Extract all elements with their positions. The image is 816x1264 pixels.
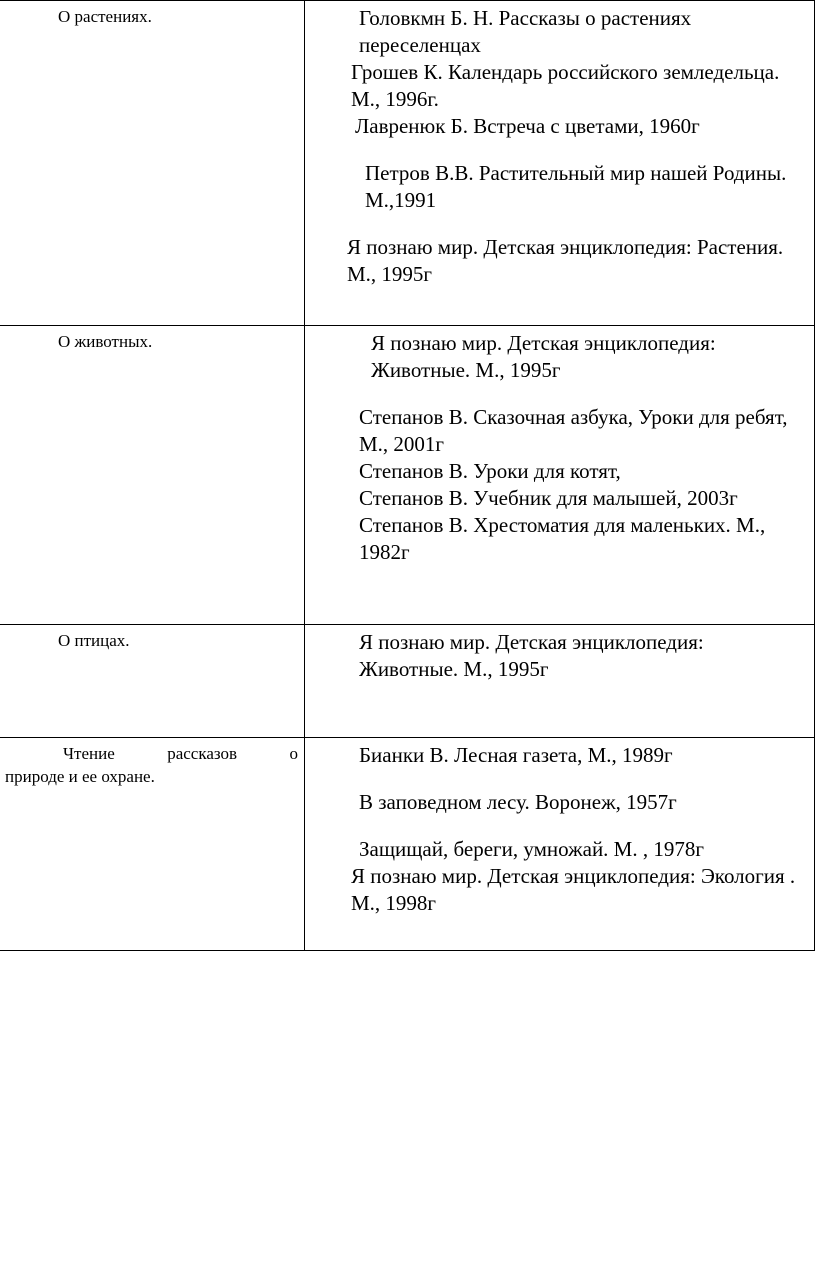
source-entry (305, 789, 814, 816)
source-text: Грошев К. Календарь российского земледельца. М., 1996г. (351, 60, 780, 111)
source-text: Я познаю мир. Детская энциклопедия: Животные. М., 1995г (371, 331, 716, 382)
source-entry (305, 113, 814, 140)
source-entry (305, 330, 814, 384)
source-text: Степанов В. Сказочная азбука, Уроки для ребят, М., 2001г (359, 405, 788, 456)
source-text: В заповедном лесу. Воронеж, 1957г (359, 790, 677, 814)
source-entry (305, 59, 814, 113)
source-text: Степанов В. Уроки для котят, (359, 459, 621, 483)
table-row (0, 625, 815, 738)
source-entry (305, 863, 814, 917)
source-text: Я познаю мир. Детская энциклопедия: Экология . М., 1998г (351, 864, 796, 915)
source-text: Защищай, береги, умножай. М. , 1978г (359, 837, 704, 861)
sources-cell (305, 1, 815, 326)
source-text: Я познаю мир. Детская энциклопедия: Животные. М., 1995г (359, 630, 704, 681)
sources-cell (305, 326, 815, 625)
table-row (0, 326, 815, 625)
source-text: Лавренюк Б. Встреча с цветами, 1960г (355, 114, 700, 138)
source-entry (305, 5, 814, 59)
topic-cell (0, 1, 305, 326)
source-entry (305, 404, 814, 458)
table-row (0, 738, 815, 951)
source-entry (305, 160, 814, 214)
topic-cell (0, 738, 305, 951)
source-text: Степанов В. Хрестоматия для маленьких. М., 1982г (359, 513, 766, 564)
source-text: Головкмн Б. Н. Рассказы о растениях переселенцах (359, 6, 692, 57)
table-row (0, 1, 815, 326)
source-entry (305, 485, 814, 512)
topic-label: О животных. (58, 332, 153, 351)
source-entry (305, 742, 814, 769)
topic-cell (0, 326, 305, 625)
source-text: Я познаю мир. Детская энциклопедия: Растения. М., 1995г (347, 235, 784, 286)
source-entry (305, 458, 814, 485)
source-entry (305, 234, 814, 288)
topic-label-line-2: природе и ее охране. (5, 767, 155, 786)
source-text: Петров В.В. Растительный мир нашей Родины. М.,1991 (365, 161, 787, 212)
topic-label: О птицах. (58, 631, 130, 650)
topic-cell (0, 625, 305, 738)
sources-cell (305, 625, 815, 738)
topic-label-line-1: Чтение рассказов о (63, 744, 298, 763)
topic-label (0, 738, 304, 788)
source-entry (305, 836, 814, 863)
source-text: Степанов В. Учебник для малышей, 2003г (359, 486, 738, 510)
source-entry (305, 512, 814, 566)
sources-cell (305, 738, 815, 951)
topic-label: О растениях. (58, 7, 152, 26)
source-entry (305, 629, 814, 683)
source-text: Бианки В. Лесная газета, М., 1989г (359, 743, 673, 767)
